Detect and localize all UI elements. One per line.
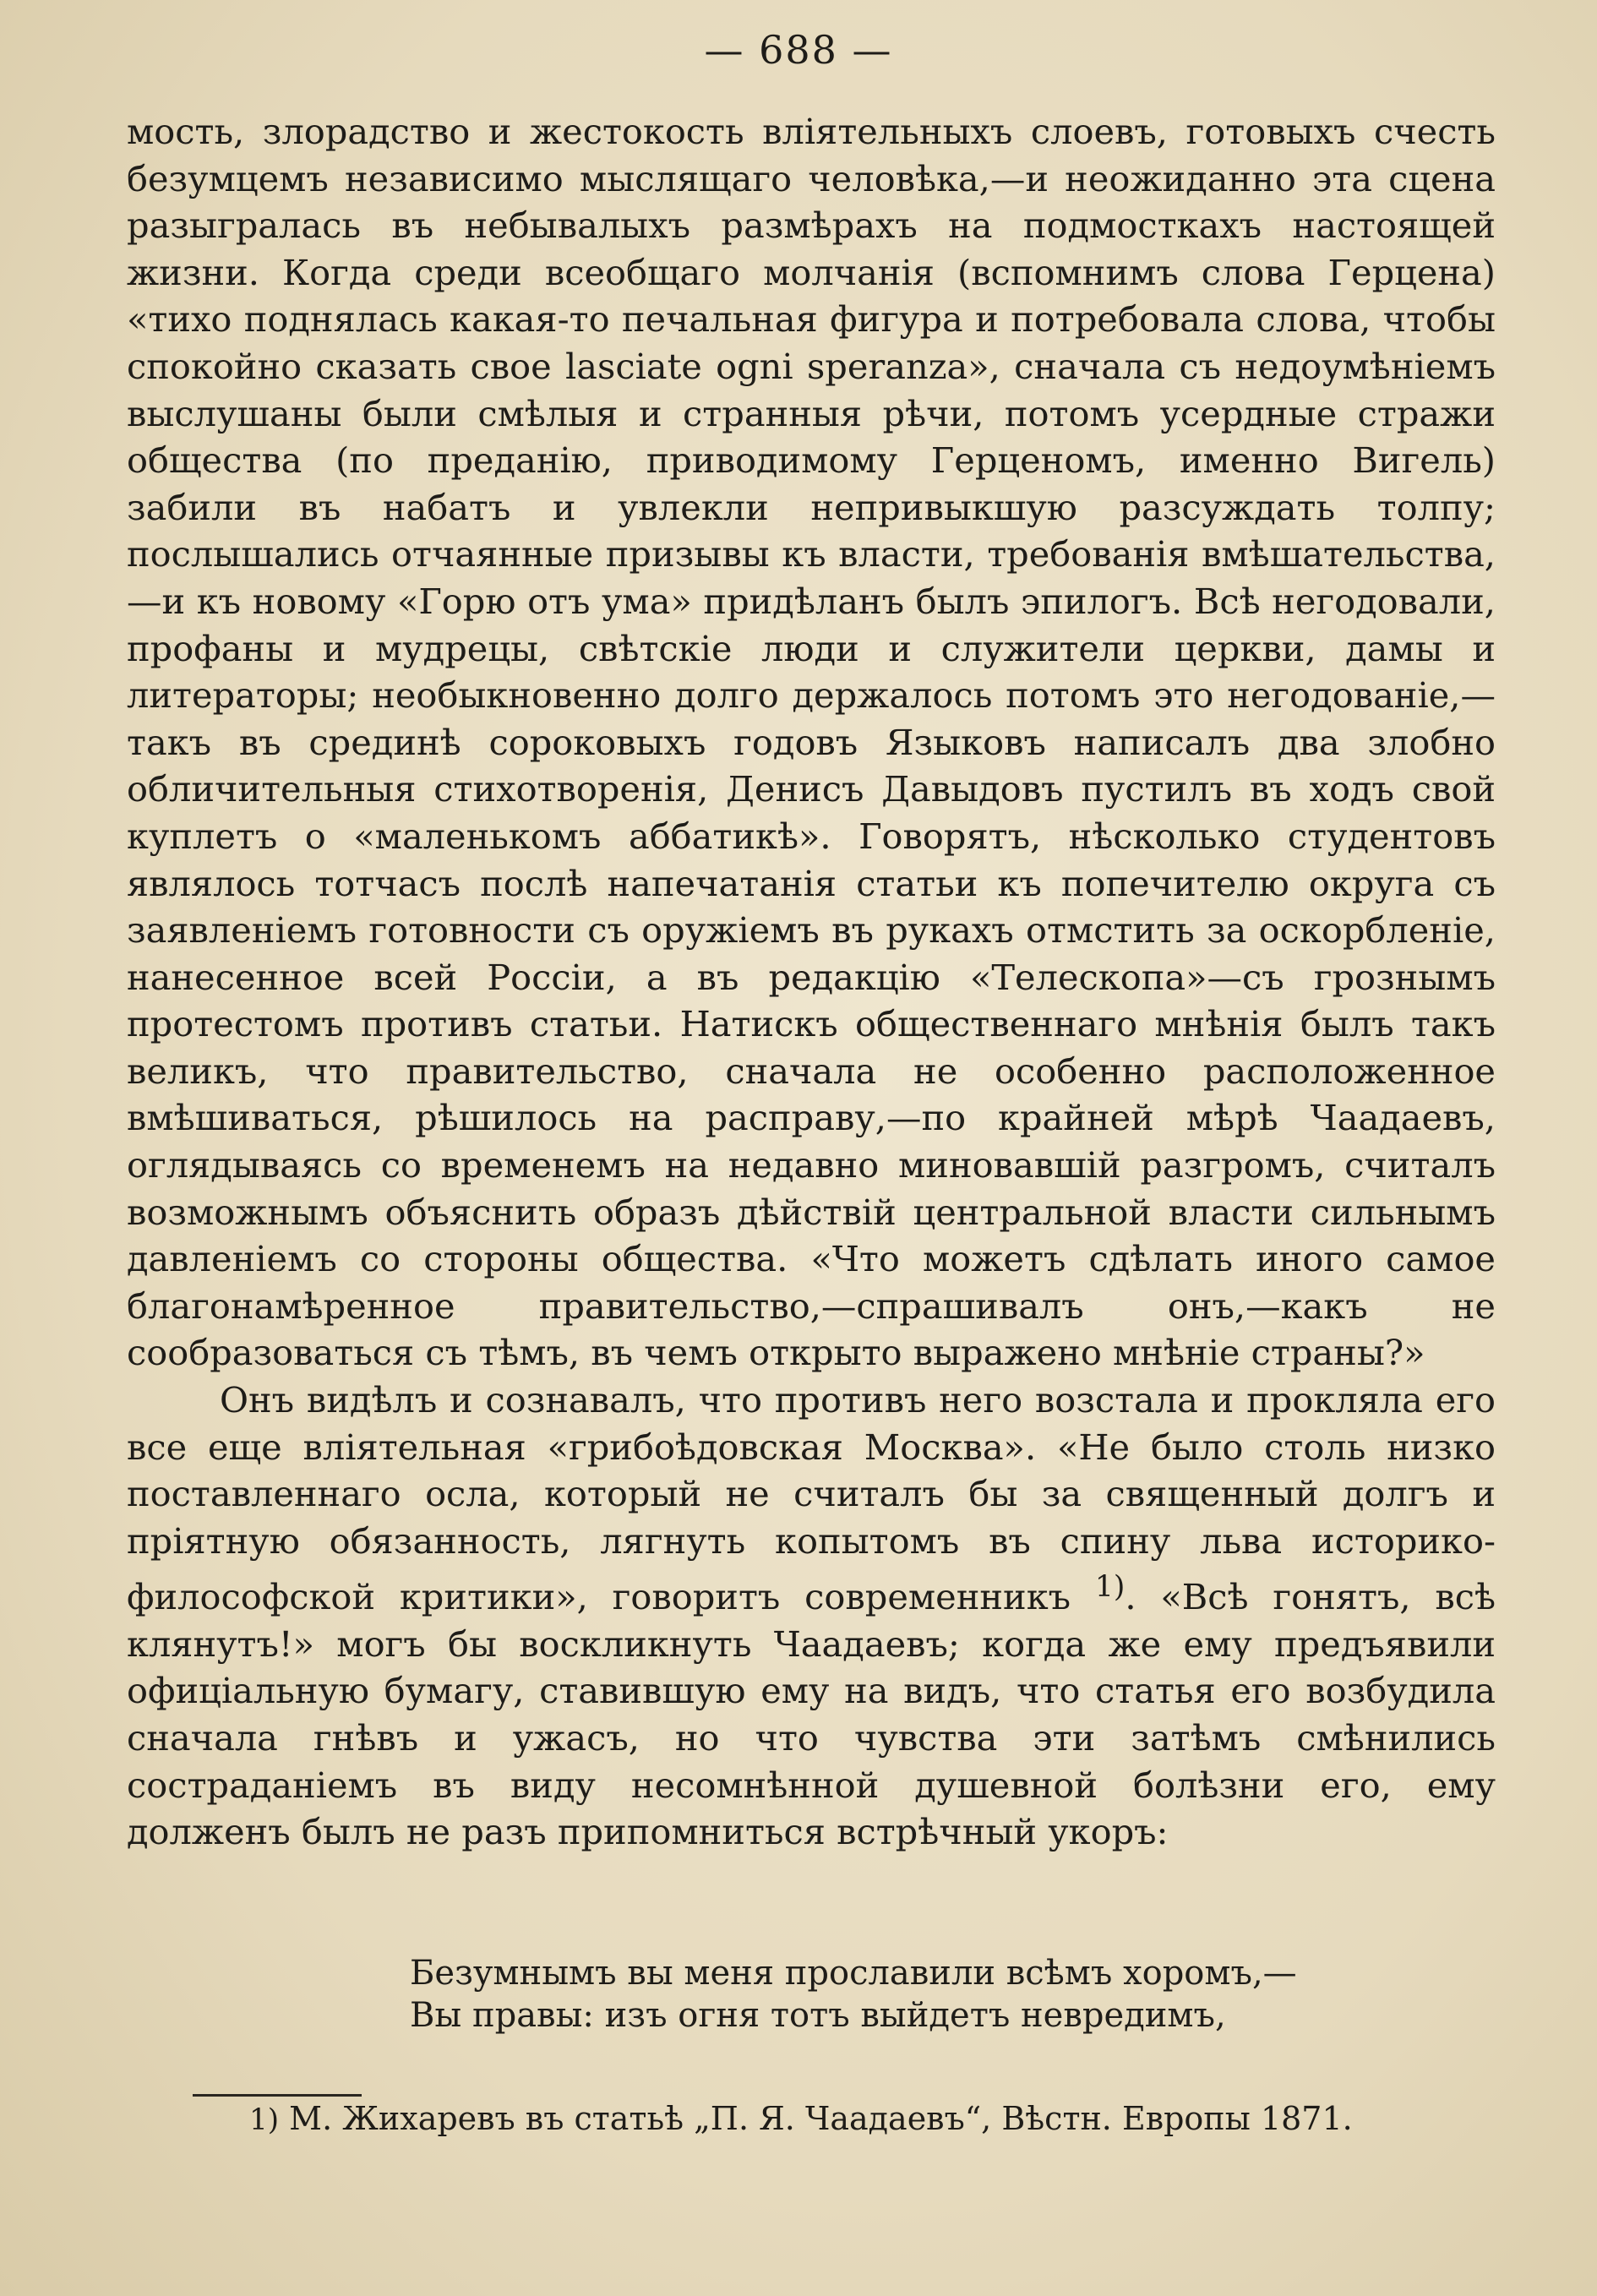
paragraph-2 <box>127 1377 1496 1856</box>
paragraph-1: мость, злорадство и жестокость вліятельныхъ слоевъ, готовыхъ счесть безумцемъ независимо мыслящаго человѣка,—и неожиданно эта сцена разыгралась въ небывалыхъ размѣрахъ на подмосткахъ настоящей жизни. Когда среди всеобщаго молчанія (вспомнимъ слова Герцена) «тихо поднялась какая-то печальная фигура и потребовала слова, чтобы спокойно сказать свое lasciate ogni speranza», сначала съ недоумѣніемъ выслушаны были смѣлыя и странныя рѣчи, потомъ усердные стражи общества (по преданію, приводимому Герценомъ, именно Вигель) забили въ набатъ и увлекли непривыкшую разсуждать толпу; послышались отчаянные призывы къ власти, требованія вмѣшательства,—и къ новому «Горю отъ ума» придѣланъ былъ эпилогъ. Всѣ негодовали, профаны и мудрецы, свѣтскіе люди и служители церкви, дамы и литераторы; необыкновенно долго держалось потомъ это негодованіе,—такъ въ срединѣ сороковыхъ годовъ Языковъ написалъ два злобно обличительныя стихотворенія, Денисъ Давыдовъ пустилъ въ ходъ свой куплетъ о «маленькомъ аббатикѣ». Говорятъ, нѣсколько студентовъ являлось тотчасъ послѣ напечатанія статьи къ попечителю округа съ заявленіемъ готовности съ оружіемъ въ рукахъ отмстить за оскорбленіе, нанесенное всей Россіи, а въ редакцію «Телескопа»—съ грознымъ протестомъ противъ статьи. Натискъ общественнаго мнѣнія былъ такъ великъ, что правительство, сначала не особенно расположенное вмѣшиваться, рѣшилось на расправу,—по крайней мѣрѣ Чаадаевъ, оглядываясь со временемъ на недавно миновавшій разгромъ, считалъ возможнымъ объяснить образъ дѣйствій центральной власти сильнымъ давленіемъ со стороны общества. «Что можетъ сдѣлать иного самое благонамѣренное правительство,—спрашивалъ онъ,—какъ не сообразоваться съ тѣмъ, въ чемъ открыто выражено мнѣніе страны?» <box>127 111 1496 1374</box>
footnote <box>249 2097 1432 2141</box>
footnote-text: М. Жихаревъ въ статьѣ „П. Я. Чаадаевъ“, Вѣстн. Европы 1871. <box>279 2100 1353 2137</box>
verse-line-2: Вы правы: изъ огня тотъ выйдетъ невредимъ, <box>410 1996 1226 2035</box>
verse-line-1: Безумнымъ вы меня прославили всѣмъ хоромъ,— <box>410 1954 1297 1993</box>
paragraph-2-part-b: . «Всѣ гонятъ, всѣ клянутъ!» могъ бы воскликнуть Чаадаевъ; когда же ему предъявили офиціальную бумагу, ставившую ему на видъ, что статья его возбудила сначала гнѣвъ и ужасъ, но что чувства эти затѣмъ смѣнились состраданіемъ въ виду несомнѣнной душевной болѣзни его, ему долженъ былъ не разъ припомниться встрѣчный укоръ: <box>127 1576 1496 1853</box>
paragraph-2-part-a: Онъ видѣлъ и сознавалъ, что противъ него возстала и прокляла его все еще вліятельная «грибоѣдовская Москва». «Не было столь низко поставленнаго осла, который не считалъ бы за священный долгъ и пріятную обязанность, лягнуть копытомъ въ спину льва историко-философской критики», говоритъ современникъ <box>127 1379 1496 1618</box>
body-text <box>127 108 1496 1856</box>
verse-quote <box>410 1952 1339 2037</box>
page-number: — 688 — <box>704 27 893 73</box>
footnote-divider <box>193 2094 362 2097</box>
footnote-marker: 1) <box>249 2103 280 2137</box>
footnote-reference[interactable]: 1) <box>1094 1570 1126 1605</box>
